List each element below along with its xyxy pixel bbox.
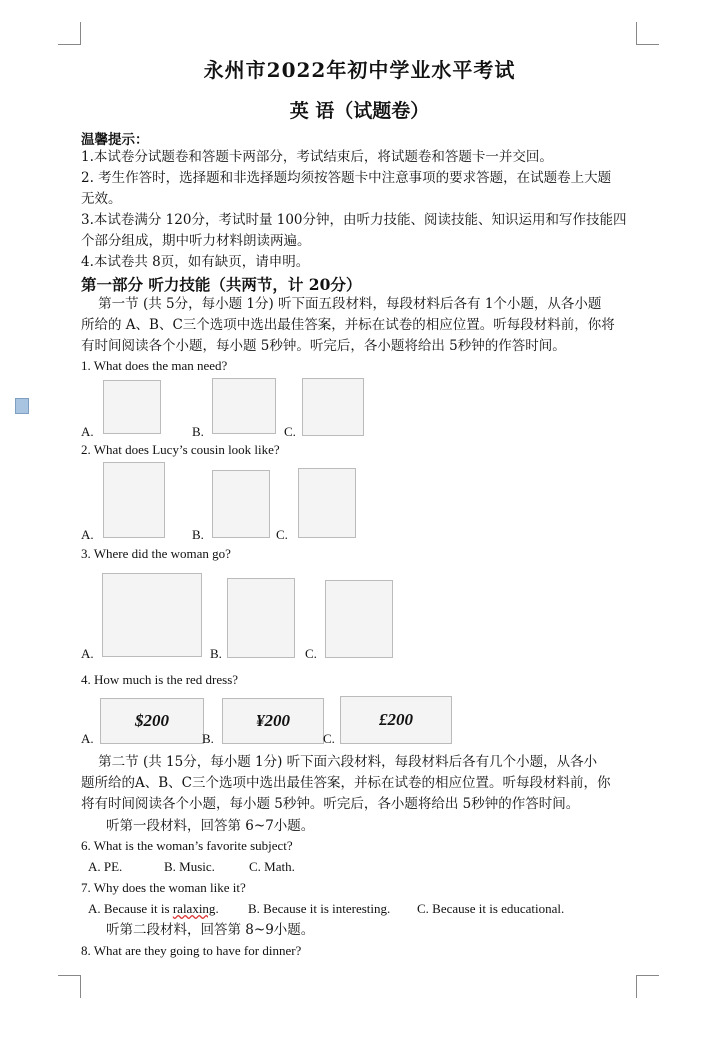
- q7-option-a: [88, 901, 219, 917]
- tip-line: 2. 考生作答时，选择题和非选择题均须按答题卡中注意事项的要求答题，在试题卷上大题: [81, 170, 612, 186]
- option-a-label: A.: [81, 424, 94, 439]
- option-a-label: A.: [81, 646, 94, 661]
- crop-mark-bottom-left: [58, 975, 81, 998]
- tomato-icon: [212, 378, 276, 434]
- amusement-park-icon: [227, 578, 295, 658]
- section1-text: 第一节 (共 5分，每小题 1分) 听下面五段材料，每段材料后各有 1个小题，从各小题: [81, 296, 602, 312]
- section1-text: 所给的 A、B、C三个选项中选出最佳答案，并标在试卷的相应位置。听每段材料前，你将: [81, 317, 615, 333]
- question-2: 2. What does Lucy’s cousin look like?: [81, 442, 280, 457]
- crop-mark-top-left: [58, 22, 81, 45]
- bookstore-icon: [325, 580, 393, 658]
- option-c-label: C.: [323, 731, 335, 746]
- q6-option-a: A. PE.: [88, 859, 123, 874]
- tip-line: 个部分组成，期中听力材料朗读两遍。: [81, 233, 311, 249]
- exam-title: 永州市2022年初中学业水平考试: [203, 58, 516, 82]
- question-3: 3. Where did the woman go?: [81, 546, 231, 561]
- price-yuan-text: ¥200: [256, 711, 290, 730]
- option-a-label: A.: [81, 527, 94, 542]
- carrot-icon: [103, 380, 161, 434]
- option-c-label: C.: [276, 527, 288, 542]
- q7-option-b: B. Because it is interesting.: [248, 901, 391, 916]
- tip-line: 1.本试卷分试题卷和答题卡两部分，考试结束后，将试题卷和答题卡一并交回。: [81, 149, 553, 165]
- crop-mark-top-right: [636, 22, 659, 45]
- option-b-label: B.: [192, 424, 204, 439]
- price-tag-pound: [340, 696, 452, 744]
- hospital-icon: [102, 573, 202, 657]
- q7a-suffix: .: [215, 901, 219, 916]
- spellcheck-word[interactable]: ralaxing: [172, 901, 216, 916]
- price-tag-dollar: [100, 698, 204, 744]
- price-tag-yuan: [222, 698, 324, 744]
- option-b-label: B.: [210, 646, 222, 661]
- question-6: 6. What is the woman’s favorite subject?: [81, 838, 293, 853]
- crop-mark-bottom-right: [636, 975, 659, 998]
- section1-text: 有时间阅读各个小题，每小题 5秒钟。听完后，各小题将给出 5秒钟的作答时间。: [81, 338, 566, 354]
- section2-text: 将有时间阅读各个小题，每小题 5秒钟。听完后，各小题将给出 5秒钟的作答时间。: [81, 796, 580, 812]
- option-c-label: C.: [305, 646, 317, 661]
- long-hair-girl-icon: [103, 462, 165, 538]
- option-c-label: C.: [284, 424, 296, 439]
- question-8: 8. What are they going to have for dinner?: [81, 943, 302, 958]
- price-pound-text: £200: [379, 710, 413, 729]
- potato-icon: [302, 378, 364, 436]
- tip-line: 4.本试卷共 8页，如有缺页，请申明。: [81, 254, 310, 270]
- question-1: 1. What does the man need?: [81, 358, 228, 373]
- tip-line: 无效。: [81, 191, 122, 207]
- tip-line: 3.本试卷满分 120分，考试时量 100分钟，由听力技能、阅读技能、知识运用和写作技能四: [81, 212, 627, 228]
- q6-option-b: B. Music.: [164, 859, 215, 874]
- material-1-note: 听第一段材料，回答第 6~7小题。: [106, 818, 315, 834]
- section2-text: 题所给的A、B、C三个选项中选出最佳答案，并标在试卷的相应位置。听每段材料前，你: [81, 775, 611, 791]
- option-b-label: B.: [202, 731, 214, 746]
- material-2-note: 听第二段材料，回答第 8~9小题。: [106, 922, 315, 938]
- q7a-prefix: A. Because it is: [88, 901, 173, 916]
- price-dollar-text: $200: [135, 711, 169, 730]
- question-7: 7. Why does the woman like it?: [81, 880, 246, 895]
- q6-option-c: C. Math.: [249, 859, 295, 874]
- q7-option-c: C. Because it is educational.: [417, 901, 565, 916]
- exam-subtitle: 英 语（试题卷）: [289, 100, 430, 122]
- option-b-label: B.: [192, 527, 204, 542]
- document-icon[interactable]: [15, 398, 29, 414]
- curly-hair-girl-icon: [212, 470, 270, 538]
- short-hair-kid-icon: [298, 468, 356, 538]
- tips-heading: 温馨提示：: [81, 132, 149, 148]
- option-a-label: A.: [81, 731, 94, 746]
- part1-heading: 第一部分 听力技能（共两节，计 20分）: [81, 275, 362, 294]
- section2-text: 第二节 (共 15分，每小题 1分) 听下面六段材料，每段材料后各有几个小题，从各小: [81, 754, 598, 770]
- question-4: 4. How much is the red dress?: [81, 672, 239, 687]
